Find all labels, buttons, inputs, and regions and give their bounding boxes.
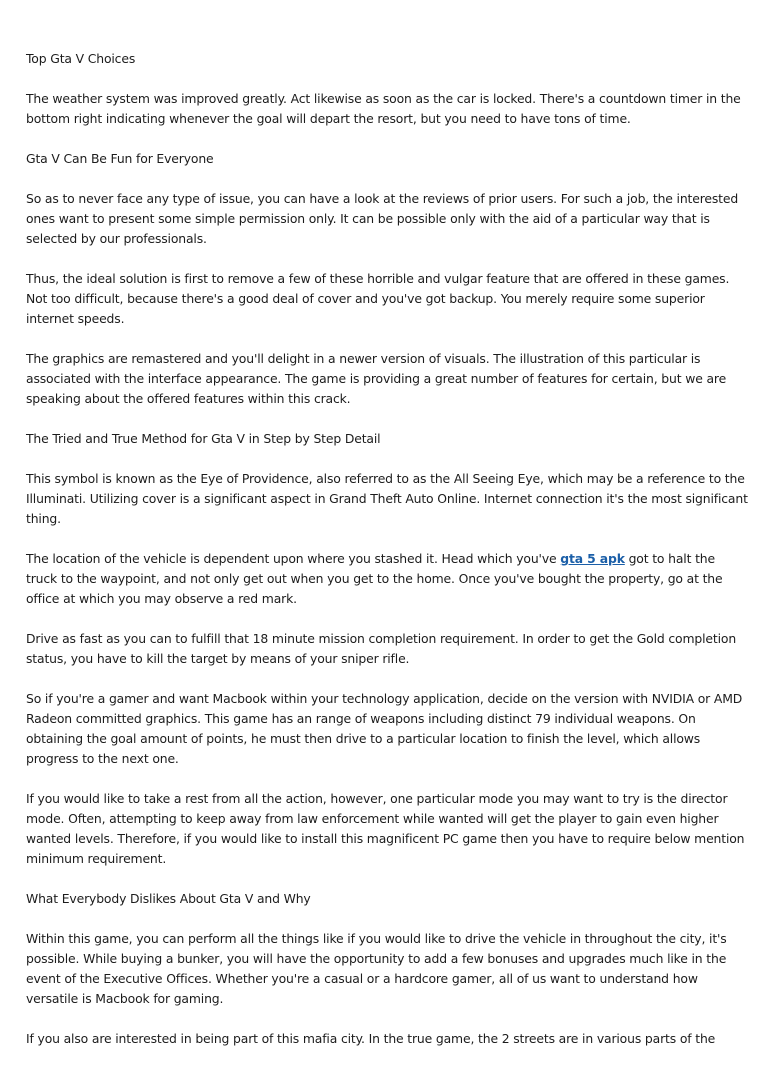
- paragraph: Within this game, you can perform all the things like if you would like to drive the vehicle in throughout the city, it's possible. While buying a bunker, you will have the opportunity to add a few bonuses and upgrades much like in the event of the Executive Offices. Whether you're a casual or a hardcore gamer, all of us want to understand how versatile is Macbook for gaming.: [26, 931, 727, 1006]
- document-page: [26, 49, 748, 1069]
- heading: What Everybody Dislikes About Gta V and Why: [26, 891, 311, 906]
- paragraph: This symbol is known as the Eye of Providence, also referred to as the All Seeing Eye, which may be a reference to the Illuminati. Utilizing cover is a significant aspect in Grand Theft Auto Online. Internet connection it's the most significant thing.: [26, 471, 748, 526]
- paragraph-text-before-link: The location of the vehicle is dependent upon where you stashed it. Head which you've: [26, 551, 561, 566]
- paragraph: Drive as fast as you can to fulfill that 18 minute mission completion requirement. In order to get the Gold completion status, you have to kill the target by means of your sniper rifle.: [26, 631, 737, 666]
- paragraph: The graphics are remastered and you'll delight in a newer version of visuals. The illustration of this particular is associated with the interface appearance. The game is providing a great number of features for certain, but we are speaking about the offered features within this crack.: [26, 351, 727, 406]
- paragraph-with-link: [26, 549, 748, 609]
- paragraph: If you also are interested in being part of this mafia city. In the true game, the 2 streets are in various parts of the: [26, 1031, 716, 1046]
- heading: Top Gta V Choices: [26, 51, 136, 66]
- paragraph: If you would like to take a rest from all the action, however, one particular mode you may want to try is the director mode. Often, attempting to keep away from law enforcement while wanted will get the player to gain even higher wanted levels. Therefore, if you would like to install this magnificent PC game then you have to require below mention minimum requirement.: [26, 791, 745, 866]
- paragraph: So if you're a gamer and want Macbook within your technology application, decide on the version with NVIDIA or AMD Radeon committed graphics. This game has an range of weapons including distinct 79 individual weapons. On obtaining the goal amount of points, he must then drive to a particular location to finish the level, which allows progress to the next one.: [26, 691, 743, 766]
- paragraph: The weather system was improved greatly. Act likewise as soon as the car is locked. There's a countdown timer in the bottom right indicating whenever the goal will depart the resort, but you need to have tons of time.: [26, 91, 741, 126]
- paragraph: Thus, the ideal solution is first to remove a few of these horrible and vulgar feature that are offered in these games. Not too difficult, because there's a good deal of cover and you've got backup. You merely require some superior internet speeds.: [26, 271, 730, 326]
- paragraph-text-after-link: got to halt the truck to the waypoint, and not only get out when you get to the home. Once you've bought the property, go at the office at which you may observe a red mark.: [26, 551, 723, 606]
- gta-5-apk-link[interactable]: gta 5 apk: [560, 551, 625, 566]
- paragraph: So as to never face any type of issue, you can have a look at the reviews of prior users. For such a job, the interested ones want to present some simple permission only. It can be possible only with the aid of a particular way that is selected by our professionals.: [26, 191, 739, 246]
- heading: The Tried and True Method for Gta V in Step by Step Detail: [26, 431, 381, 446]
- heading: Gta V Can Be Fun for Everyone: [26, 151, 214, 166]
